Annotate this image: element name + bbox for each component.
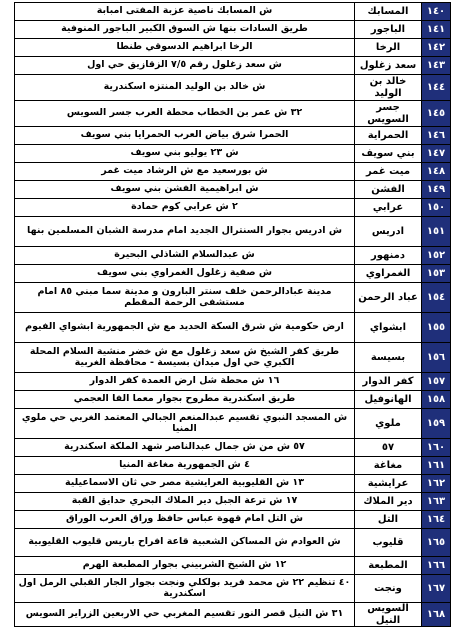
row-number: ١٥٣	[422, 265, 451, 283]
branch-name: ادريس	[355, 217, 422, 247]
branch-name: المسابك	[355, 3, 422, 21]
branch-address: طريق كفر الشيخ ش سعد زغلول مع ش خضر منشية السلام المحلة الكبري حي اول ميدان بسيسة - محافظة الغربية	[15, 343, 355, 373]
table-row	[15, 575, 451, 603]
branch-name: ملوي	[355, 409, 422, 439]
branch-address: ش العوادم ش المساكن الشعبية قاعة افراح باريس قليوب القليوبية	[15, 529, 355, 557]
table-row	[15, 101, 451, 127]
branch-address: ش ابراهيمية الفشن بني سويف	[15, 181, 355, 199]
row-number: ١٦٤	[422, 511, 451, 529]
branch-address: ش التل امام قهوة عباس حافظ وراق العرب الوراق	[15, 511, 355, 529]
branch-address: ٣١ ش النيل قصر النور تقسيم المغربي حي الاربعين الزراير السويس	[15, 603, 355, 627]
branch-address: ش ٢٣ يوليو بني سويف	[15, 145, 355, 163]
row-number: ١٥٩	[422, 409, 451, 439]
table-row	[15, 265, 451, 283]
row-number: ١٦٧	[422, 575, 451, 603]
table-row	[15, 603, 451, 627]
branch-address: ش ادريس بجوار السنترال الجديد امام مدرسة الشبان المسلمين بنها	[15, 217, 355, 247]
table-row	[15, 39, 451, 57]
table-row	[15, 529, 451, 557]
table-row	[15, 557, 451, 575]
branch-address: ارض حكومية ش شرق السكة الحديد مع ش الجمهورية ابشواي الفيوم	[15, 313, 355, 343]
row-number: ١٤٢	[422, 39, 451, 57]
branch-name: السويس النيل	[355, 603, 422, 627]
table-row	[15, 475, 451, 493]
table-row	[15, 199, 451, 217]
branches-table-body	[15, 3, 451, 627]
branch-name: دير الملاك	[355, 493, 422, 511]
branch-name: الفشن	[355, 181, 422, 199]
branch-address: ش بورسعيد مع ش الرشاد ميت غمر	[15, 163, 355, 181]
branch-name: الحمراية	[355, 127, 422, 145]
branch-address: ١٧ ش ترعة الجبل دير الملاك البحري حدايق القبة	[15, 493, 355, 511]
branch-name: كفر الدوار	[355, 373, 422, 391]
branch-name: المطبعة	[355, 557, 422, 575]
table-row	[15, 145, 451, 163]
row-number: ١٤١	[422, 21, 451, 39]
table-row	[15, 409, 451, 439]
row-number: ١٤٠	[422, 3, 451, 21]
branch-address: مدينة عبادالرحمن خلف سنتر البارون و مدينة سما مبني ٨٥ امام مستشفى الرحمة المقطم	[15, 283, 355, 313]
row-number: ١٤٩	[422, 181, 451, 199]
branch-name: بسيسة	[355, 343, 422, 373]
table-row	[15, 313, 451, 343]
branch-name: خالد بن الوليد	[355, 75, 422, 101]
branch-name: عرايشية	[355, 475, 422, 493]
row-number: ١٥٥	[422, 313, 451, 343]
table-row	[15, 439, 451, 457]
row-number: ١٥٨	[422, 391, 451, 409]
row-number: ١٦٦	[422, 557, 451, 575]
branch-name: سعد زغلول	[355, 57, 422, 75]
table-row	[15, 163, 451, 181]
table-row	[15, 511, 451, 529]
branch-name: التل	[355, 511, 422, 529]
table-row	[15, 343, 451, 373]
branch-name: بني سويف	[355, 145, 422, 163]
branch-name: قليوب	[355, 529, 422, 557]
branch-address: ش صفية زغلول الغمراوي بني سويف	[15, 265, 355, 283]
row-number: ١٥٤	[422, 283, 451, 313]
branch-name: الهانوفيل	[355, 391, 422, 409]
table-row	[15, 3, 451, 21]
branch-name: عرابي	[355, 199, 422, 217]
row-number: ١٥٠	[422, 199, 451, 217]
row-number: ١٤٧	[422, 145, 451, 163]
row-number: ١٤٣	[422, 57, 451, 75]
table-row	[15, 373, 451, 391]
branch-name: دمنهور	[355, 247, 422, 265]
branch-address: طريق اسكندرية مطروح بجوار معما الفا العجمي	[15, 391, 355, 409]
table-row	[15, 247, 451, 265]
branch-name: ابشواي	[355, 313, 422, 343]
row-number: ١٤٤	[422, 75, 451, 101]
branch-name: عباد الرحمن	[355, 283, 422, 313]
row-number: ١٦٣	[422, 493, 451, 511]
branches-sheet	[14, 2, 451, 627]
table-row	[15, 391, 451, 409]
branch-address: ش سعد زغلول رقم ٧/٥ الزقازيق حي اول	[15, 57, 355, 75]
branch-name: الغمراوي	[355, 265, 422, 283]
branch-address: ٥٧ ش من ش جمال عبدالناصر شهد الملكة اسكندرية	[15, 439, 355, 457]
row-number: ١٦٨	[422, 603, 451, 627]
branch-name: ميت غمر	[355, 163, 422, 181]
branch-address: ١٣ ش القليوبية العرايشية مصر حي ثان الاسماعيلية	[15, 475, 355, 493]
row-number: ١٦٠	[422, 439, 451, 457]
branch-address: ش المسابك ناصية عزبة المفتى امبابة	[15, 3, 355, 21]
table-row	[15, 127, 451, 145]
branch-name: ٥٧	[355, 439, 422, 457]
branch-name: مغاغة	[355, 457, 422, 475]
branch-address: ش خالد بن الوليد المنتزه اسكندرية	[15, 75, 355, 101]
row-number: ١٦٥	[422, 529, 451, 557]
branch-address: ش المسجد النبوي تقسيم عبدالمنعم الجبالي المعتمد الغربي حي ملوي المنيا	[15, 409, 355, 439]
branch-address: ٤٠ تنظيم ٢٢ ش محمد فريد بولكلي ونجت بجوار الجار القبلي الرمل اول اسكندرية	[15, 575, 355, 603]
branch-address: ٢ ش عرابي كوم حمادة	[15, 199, 355, 217]
branch-address: ١٢ ش الشيخ الشربيني بجوار المطبعة الهرم	[15, 557, 355, 575]
table-row	[15, 457, 451, 475]
branch-address: طريق السادات بنها ش السوق الكبير الباجور المنوفية	[15, 21, 355, 39]
table-row	[15, 75, 451, 101]
table-row	[15, 283, 451, 313]
table-row	[15, 181, 451, 199]
row-number: ١٥١	[422, 217, 451, 247]
row-number: ١٤٨	[422, 163, 451, 181]
branch-name: ونجت	[355, 575, 422, 603]
row-number: ١٥٧	[422, 373, 451, 391]
row-number: ١٥٦	[422, 343, 451, 373]
table-row	[15, 57, 451, 75]
branch-address: الحمرا شرق بياض العرب الحمرايا بني سويف	[15, 127, 355, 145]
branch-address: ٤ ش الجمهورية مغاغة المنيا	[15, 457, 355, 475]
branch-address: الرخا ابراهيم الدسوقي طنطا	[15, 39, 355, 57]
table-row	[15, 21, 451, 39]
row-number: ١٦٢	[422, 475, 451, 493]
row-number: ١٥٢	[422, 247, 451, 265]
branch-name: جسر السويس	[355, 101, 422, 127]
branches-table	[14, 2, 451, 627]
row-number: ١٦١	[422, 457, 451, 475]
branch-address: ١٦ ش محطة شل ارض العمدة كفر الدوار	[15, 373, 355, 391]
branch-name: الباجور	[355, 21, 422, 39]
branch-name: الرخا	[355, 39, 422, 57]
branch-address: ٣٢ ش عمر بن الخطاب محطة العرب جسر السويس	[15, 101, 355, 127]
branch-address: ش عبدالسلام الشاذلي البحيرة	[15, 247, 355, 265]
row-number: ١٤٦	[422, 127, 451, 145]
table-row	[15, 217, 451, 247]
row-number: ١٤٥	[422, 101, 451, 127]
table-row	[15, 493, 451, 511]
